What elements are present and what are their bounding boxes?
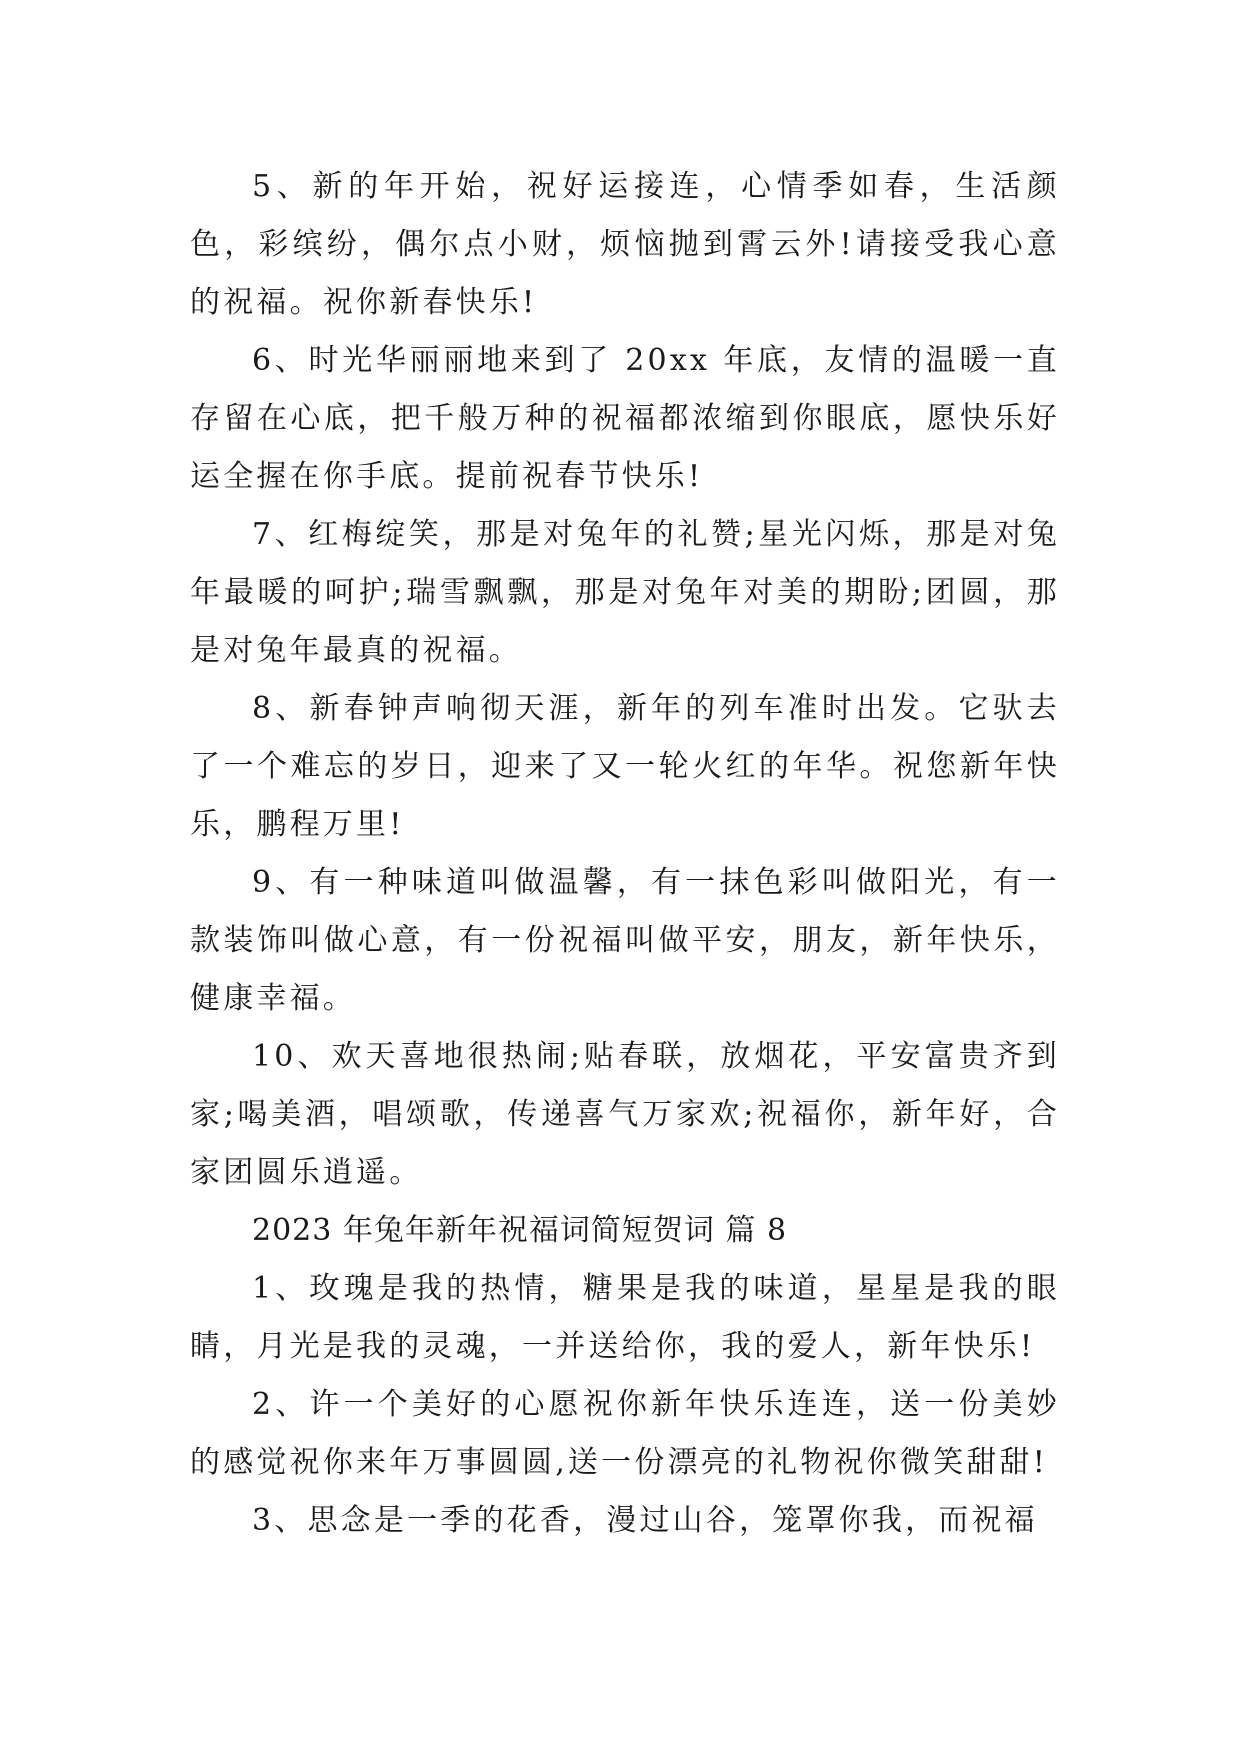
paragraph-section-greeting-1: 1、玫瑰是我的热情，糖果是我的味道，星星是我的眼睛，月光是我的灵魂，一并送给你，我的爱人，新年快乐! — [190, 1271, 1060, 1364]
paragraph-greeting-5: 5、新的年开始，祝好运接连，心情季如春，生活颜色，彩缤纷，偶尔点小财，烦恼抛到霄云外!请接受我心意的祝福。祝你新春快乐! — [190, 169, 1060, 320]
paragraph-section-greeting-3: 3、思念是一季的花香，漫过山谷，笼罩你我，而祝福 — [252, 1503, 1038, 1538]
document-body — [190, 158, 1060, 1550]
paragraph-greeting-7: 7、红梅绽笑，那是对兔年的礼赞;星光闪烁，那是对兔年最暖的呵护;瑞雪飘飘，那是对兔年对美的期盼;团圆，那是对兔年最真的祝福。 — [190, 517, 1060, 668]
section-heading: 2023 年兔年新年祝福词简短贺词 篇 8 — [252, 1213, 788, 1248]
paragraph-greeting-8: 8、新春钟声响彻天涯，新年的列车准时出发。它驮去了一个难忘的岁日，迎来了又一轮火红的年华。祝您新年快乐，鹏程万里! — [190, 691, 1060, 842]
paragraph-section-greeting-2: 2、许一个美好的心愿祝你新年快乐连连，送一份美妙的感觉祝你来年万事圆圆,送一份漂亮的礼物祝你微笑甜甜! — [190, 1387, 1060, 1480]
paragraph-greeting-10: 10、欢天喜地很热闹;贴春联，放烟花，平安富贵齐到家;喝美酒，唱颂歌，传递喜气万家欢;祝福你，新年好，合家团圆乐逍遥。 — [190, 1039, 1060, 1190]
paragraph-greeting-6: 6、时光华丽丽地来到了 20xx 年底，友情的温暖一直存留在心底，把千般万种的祝福都浓缩到你眼底，愿快乐好运全握在你手底。提前祝春节快乐! — [190, 343, 1060, 494]
paragraph-greeting-9: 9、有一种味道叫做温馨，有一抹色彩叫做阳光，有一款装饰叫做心意，有一份祝福叫做平安，朋友，新年快乐，健康幸福。 — [190, 865, 1060, 1016]
